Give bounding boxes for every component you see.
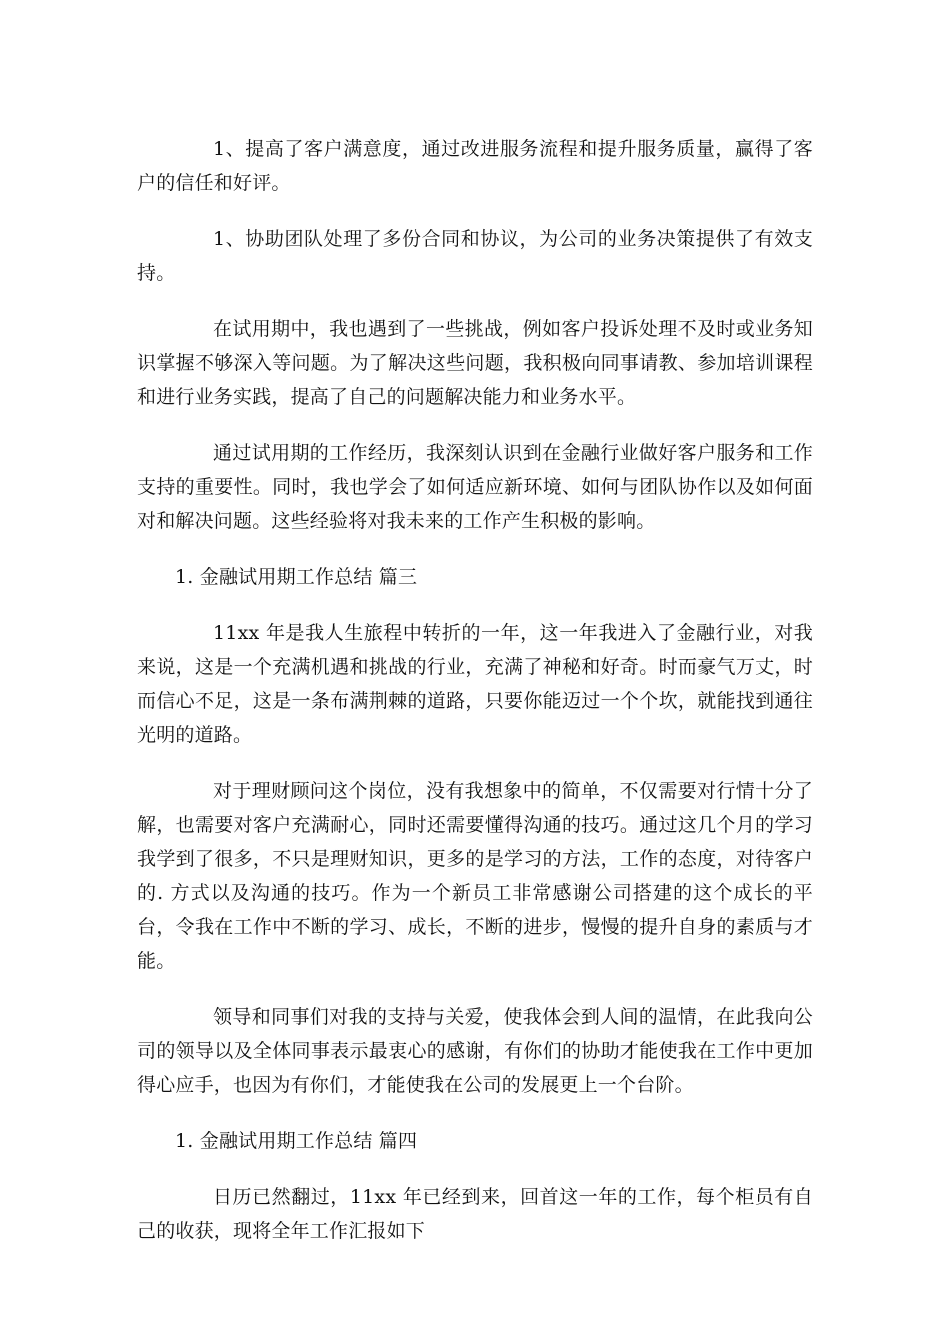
paragraph-gratitude: 领导和同事们对我的支持与关爱，使我体会到人间的温情，在此我向公司的领导以及全体同事表示最衷心的感谢，有你们的协助才能使我在工作中更加得心应手，也因为有你们，才能使我在公司的发展更上一个台阶。 bbox=[137, 1006, 813, 1096]
paragraph-turning-point: 11xx 年是我人生旅程中转折的一年，这一年我进入了金融行业，对我来说，这是一个充满机遇和挑战的行业，充满了神秘和好奇。时而豪气万丈，时而信心不足，这是一条布满荆棘的道路，只要你能迈过一个个坎，就能找到通往光明的道路。 bbox=[137, 622, 813, 746]
document-body bbox=[137, 132, 813, 1270]
paragraph-satisfaction: 1、提高了客户满意度，通过改进服务流程和提升服务质量，赢得了客户的信任和好评。 bbox=[137, 138, 813, 194]
section-heading-part-four: 1. 金融试用期工作总结 篇四 bbox=[175, 1130, 418, 1152]
paragraph-experience: 通过试用期的工作经历，我深刻认识到在金融行业做好客户服务和工作支持的重要性。同时，我也学会了如何适应新环境、如何与团队协作以及如何面对和解决问题。这些经验将对我未来的工作产生积极的影响。 bbox=[137, 442, 813, 532]
paragraph-financial-advisor: 对于理财顾问这个岗位，没有我想象中的简单，不仅需要对行情十分了解，也需要对客户充满耐心，同时还需要懂得沟通的技巧。通过这几个月的学习我学到了很多，不只是理财知识，更多的是学习的方法，工作的态度，对待客户的. 方式以及沟通的技巧。作为一个新员工非常感谢公司搭建的这个成长的平台，令我在工作中不断的学习、成长，不断的进步，慢慢的提升自身的素质与才能。 bbox=[137, 780, 813, 972]
section-heading-part-three: 1. 金融试用期工作总结 篇三 bbox=[175, 566, 418, 588]
paragraph-contracts: 1、协助团队处理了多份合同和协议，为公司的业务决策提供了有效支持。 bbox=[137, 228, 813, 284]
paragraph-challenges: 在试用期中，我也遇到了一些挑战，例如客户投诉处理不及时或业务知识掌握不够深入等问题。为了解决这些问题，我积极向同事请教、参加培训课程和进行业务实践，提高了自己的问题解决能力和业务水平。 bbox=[137, 318, 813, 408]
paragraph-annual-report: 日历已然翻过，11xx 年已经到来，回首这一年的工作，每个柜员有自己的收获，现将全年工作汇报如下 bbox=[137, 1186, 813, 1242]
